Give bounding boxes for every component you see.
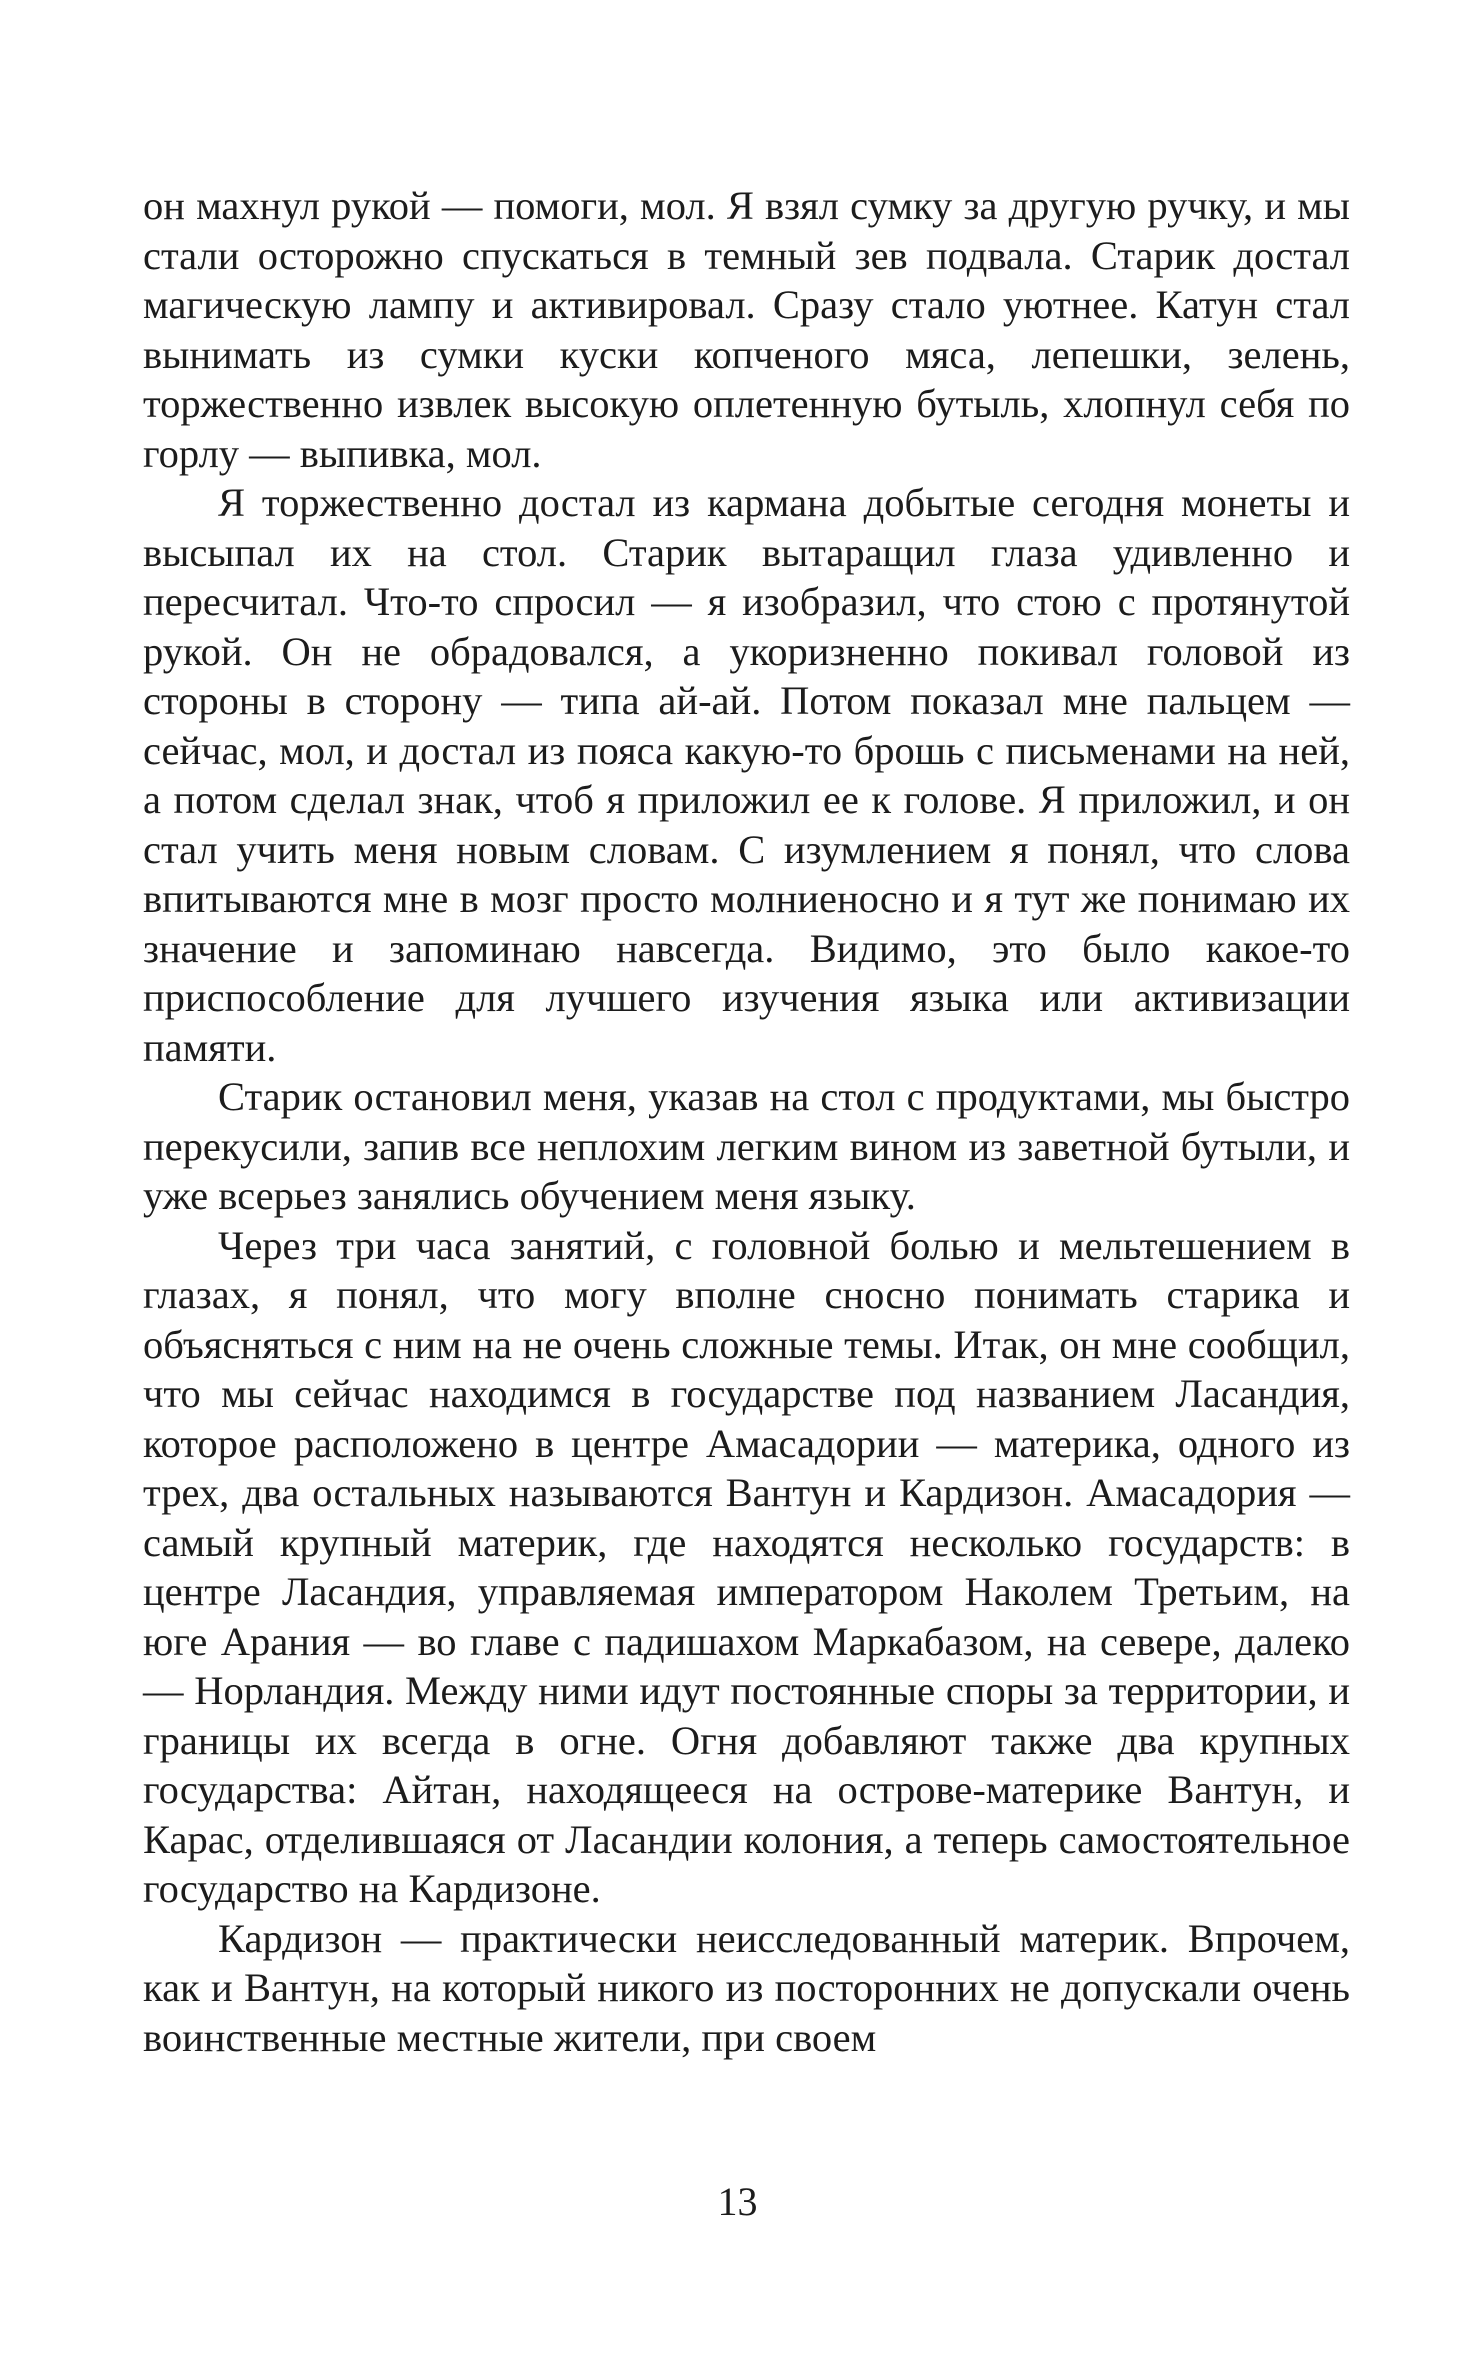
paragraph: Я торжественно достал из кармана добытые сегодня монеты и высыпал их на стол. Старик вытаращил глаза удивленно и пересчитал. Что-то спросил — я изобразил, что стою с протянутой рукой. Он не обрадовался, а укоризненно покивал головой из стороны в сторону — типа ай-ай. Потом показал мне пальцем — сейчас, мол, и достал из пояса какую-то брошь с письменами на ней, а потом сделал знак, чтоб я приложил ее к голове. Я приложил, и он стал учить меня новым словам. С изумлением я понял, что слова впитываются мне в мозг просто молниеносно и я тут же понимаю их значение и запоминаю навсегда. Видимо, это было какое-то приспособление для лучшего изучения языка или активизации памяти. xyxy=(143,480,1350,1070)
paragraph: Через три часа занятий, с головной болью и мельтешением в глазах, я понял, что могу вполне сносно понимать старика и объясняться с ним на не очень сложные темы. Итак, он мне сообщил, что мы сейчас находимся в государстве под названием Ласандия, которое расположено в центре Амасадории — материка, одного из трех, два остальных называются Вантун и Кардизон. Амасадория — самый крупный материк, где находятся несколько государств: в центре Ласандия, управляемая императором Наколем Третьим, на юге Арания — во главе с падишахом Маркабазом, на севере, далеко — Норландия. Между ними идут постоянные споры за территории, и границы их всегда в огне. Огня добавляют также два крупных государства: Айтан, находящееся на острове-материке Вантун, и Карас, отделившаяся от Ласандии колония, а теперь самостоятельное государство на Кардизоне. xyxy=(143,1222,1350,1911)
paragraph: Кардизон — практически неисследованный материк. Впрочем, как и Вантун, на который никого из посторонних не допускали очень воинственные местные жители, при своем xyxy=(143,1915,1350,2060)
page-number: 13 xyxy=(717,2179,758,2224)
page-body xyxy=(143,181,1350,2062)
paragraph: он махнул рукой — помоги, мол. Я взял сумку за другую ручку, и мы стали осторожно спускаться в темный зев подвала. Старик достал магическую лампу и активировал. Сразу стало уютнее. Катун стал вынимать из сумки куски копченого мяса, лепешки, зелень, торжественно извлек высокую оплетенную бутыль, хлопнул себя по горлу — выпивка, мол. xyxy=(143,183,1350,476)
paragraph: Старик остановил меня, указав на стол с продуктами, мы быстро перекусили, запив все неплохим легким вином из заветной бутыли, и уже всерьез занялись обучением меня языку. xyxy=(143,1074,1350,1218)
